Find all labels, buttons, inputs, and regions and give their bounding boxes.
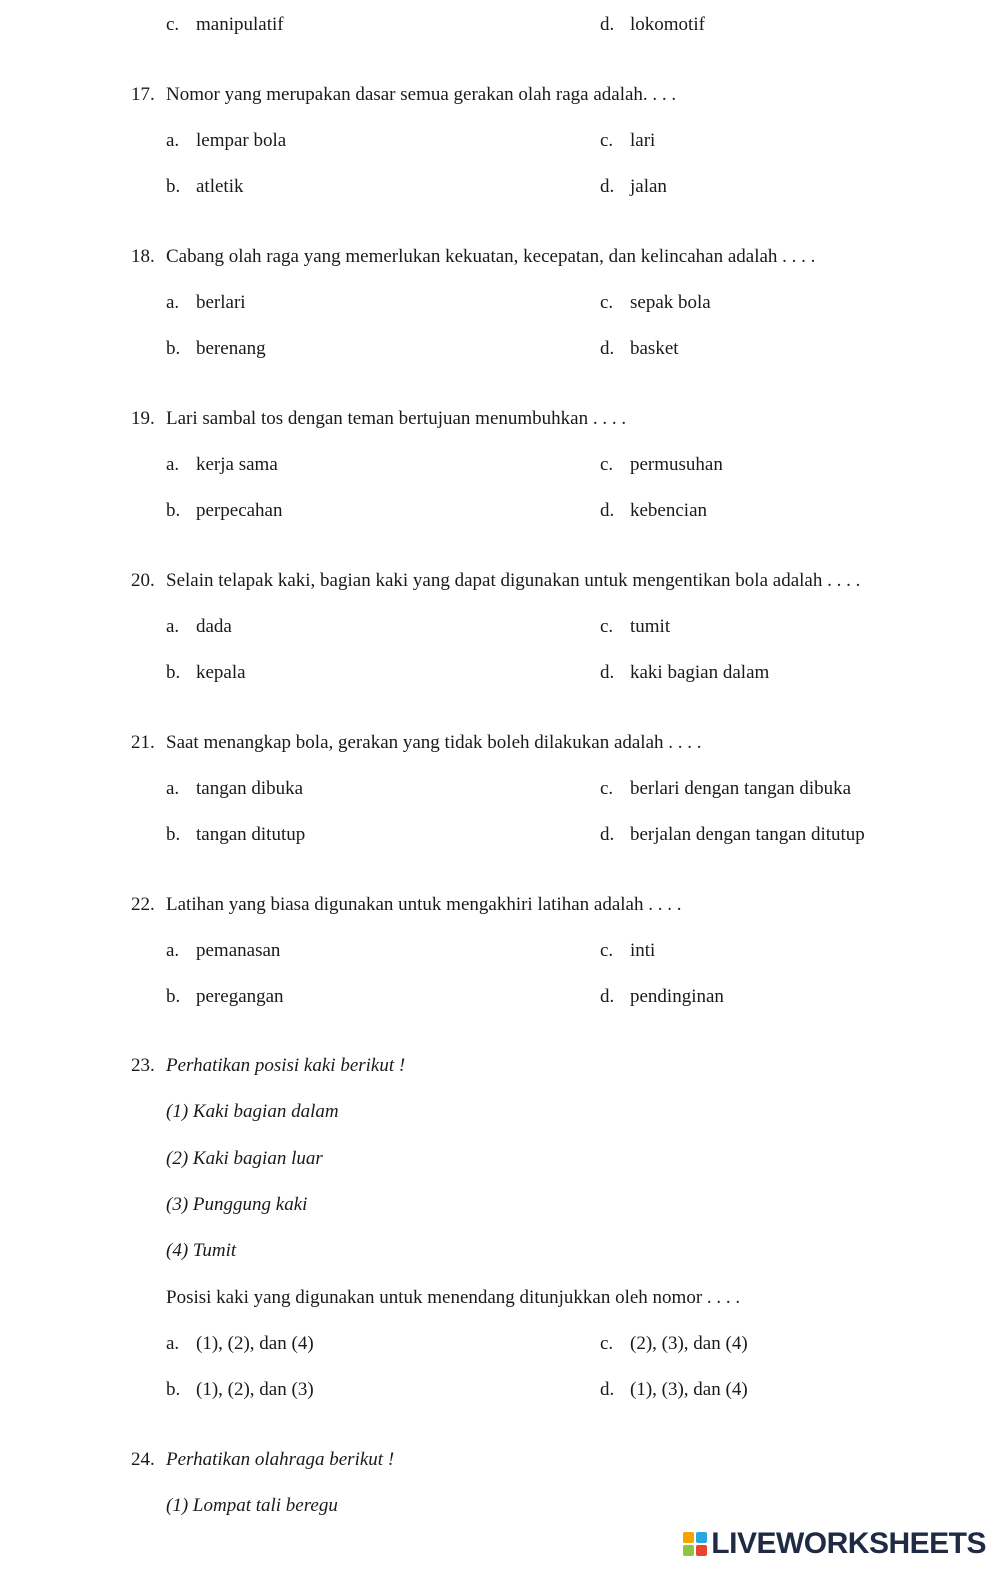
option-c: c. inti	[600, 940, 656, 961]
question-prompt: Posisi kaki yang digunakan untuk menendang ditunjukkan oleh nomor . . . .	[166, 1287, 741, 1308]
option-b: b. tangan ditutup	[166, 824, 306, 845]
option-b: b. kepala	[166, 662, 246, 683]
option-c: c. tumit	[600, 616, 671, 637]
option-d: d. berjalan dengan tangan ditutup	[600, 824, 865, 845]
option-d: d. pendinginan	[600, 986, 724, 1007]
prev-option-c: c. manipulatif	[166, 14, 284, 35]
question-number: 17.	[131, 84, 155, 105]
option-d: d. (1), (3), dan (4)	[600, 1379, 748, 1400]
question-number: 18.	[131, 246, 155, 267]
option-d: d. basket	[600, 338, 679, 359]
option-d: d. jalan	[600, 176, 667, 197]
logo-square-icon	[683, 1545, 694, 1556]
list-item: (2) Kaki bagian luar	[166, 1148, 323, 1169]
question-number: 24.	[131, 1449, 155, 1470]
list-item: (3) Punggung kaki	[166, 1194, 308, 1215]
option-c: c. sepak bola	[600, 292, 711, 313]
question-number: 22.	[131, 894, 155, 915]
option-d: d. kaki bagian dalam	[600, 662, 770, 683]
logo-square-icon	[696, 1545, 707, 1556]
question-stem: Selain telapak kaki, bagian kaki yang dapat digunakan untuk mengentikan bola adalah . . . .	[166, 570, 861, 591]
question-number: 19.	[131, 408, 155, 429]
option-c: c. lari	[600, 130, 656, 151]
question-number: 21.	[131, 732, 155, 753]
option-a: a. berlari	[166, 292, 246, 313]
option-b: b. perpecahan	[166, 500, 283, 521]
option-c: c. permusuhan	[600, 454, 723, 475]
question-number: 23.	[131, 1055, 155, 1076]
option-d: d. kebencian	[600, 500, 708, 521]
liveworksheets-logo	[683, 1527, 986, 1561]
option-b: b. atletik	[166, 176, 244, 197]
question-stem: Saat menangkap bola, gerakan yang tidak boleh dilakukan adalah . . . .	[166, 732, 702, 753]
option-a: a. dada	[166, 616, 232, 637]
logo-square-icon	[683, 1532, 694, 1543]
option-b: b. peregangan	[166, 986, 284, 1007]
option-b: b. (1), (2), dan (3)	[166, 1379, 314, 1400]
question-stem: Nomor yang merupakan dasar semua gerakan olah raga adalah. . . .	[166, 84, 677, 105]
question-stem: Perhatikan posisi kaki berikut !	[166, 1055, 406, 1076]
option-a: a. pemanasan	[166, 940, 281, 961]
option-c: c. berlari dengan tangan dibuka	[600, 778, 852, 799]
logo-square-icon	[696, 1532, 707, 1543]
question-stem: Cabang olah raga yang memerlukan kekuatan, kecepatan, dan kelincahan adalah . . . .	[166, 246, 816, 267]
option-a: a. tangan dibuka	[166, 778, 304, 799]
option-a: a. kerja sama	[166, 454, 278, 475]
logo-text: LIVEWORKSHEETS	[711, 1527, 986, 1560]
option-b: b. berenang	[166, 338, 266, 359]
question-stem: Perhatikan olahraga berikut !	[166, 1449, 395, 1470]
liveworksheets-logo-icon	[683, 1532, 707, 1556]
question-stem: Latihan yang biasa digunakan untuk mengakhiri latihan adalah . . . .	[166, 894, 682, 915]
option-c: c. (2), (3), dan (4)	[600, 1333, 748, 1354]
list-item: (4) Tumit	[166, 1240, 237, 1261]
option-a: a. (1), (2), dan (4)	[166, 1333, 314, 1354]
question-stem: Lari sambal tos dengan teman bertujuan menumbuhkan . . . .	[166, 408, 627, 429]
prev-option-d: d. lokomotif	[600, 14, 705, 35]
question-number: 20.	[131, 570, 155, 591]
option-a: a. lempar bola	[166, 130, 287, 151]
list-item: (1) Lompat tali beregu	[166, 1495, 338, 1516]
list-item: (1) Kaki bagian dalam	[166, 1101, 339, 1122]
